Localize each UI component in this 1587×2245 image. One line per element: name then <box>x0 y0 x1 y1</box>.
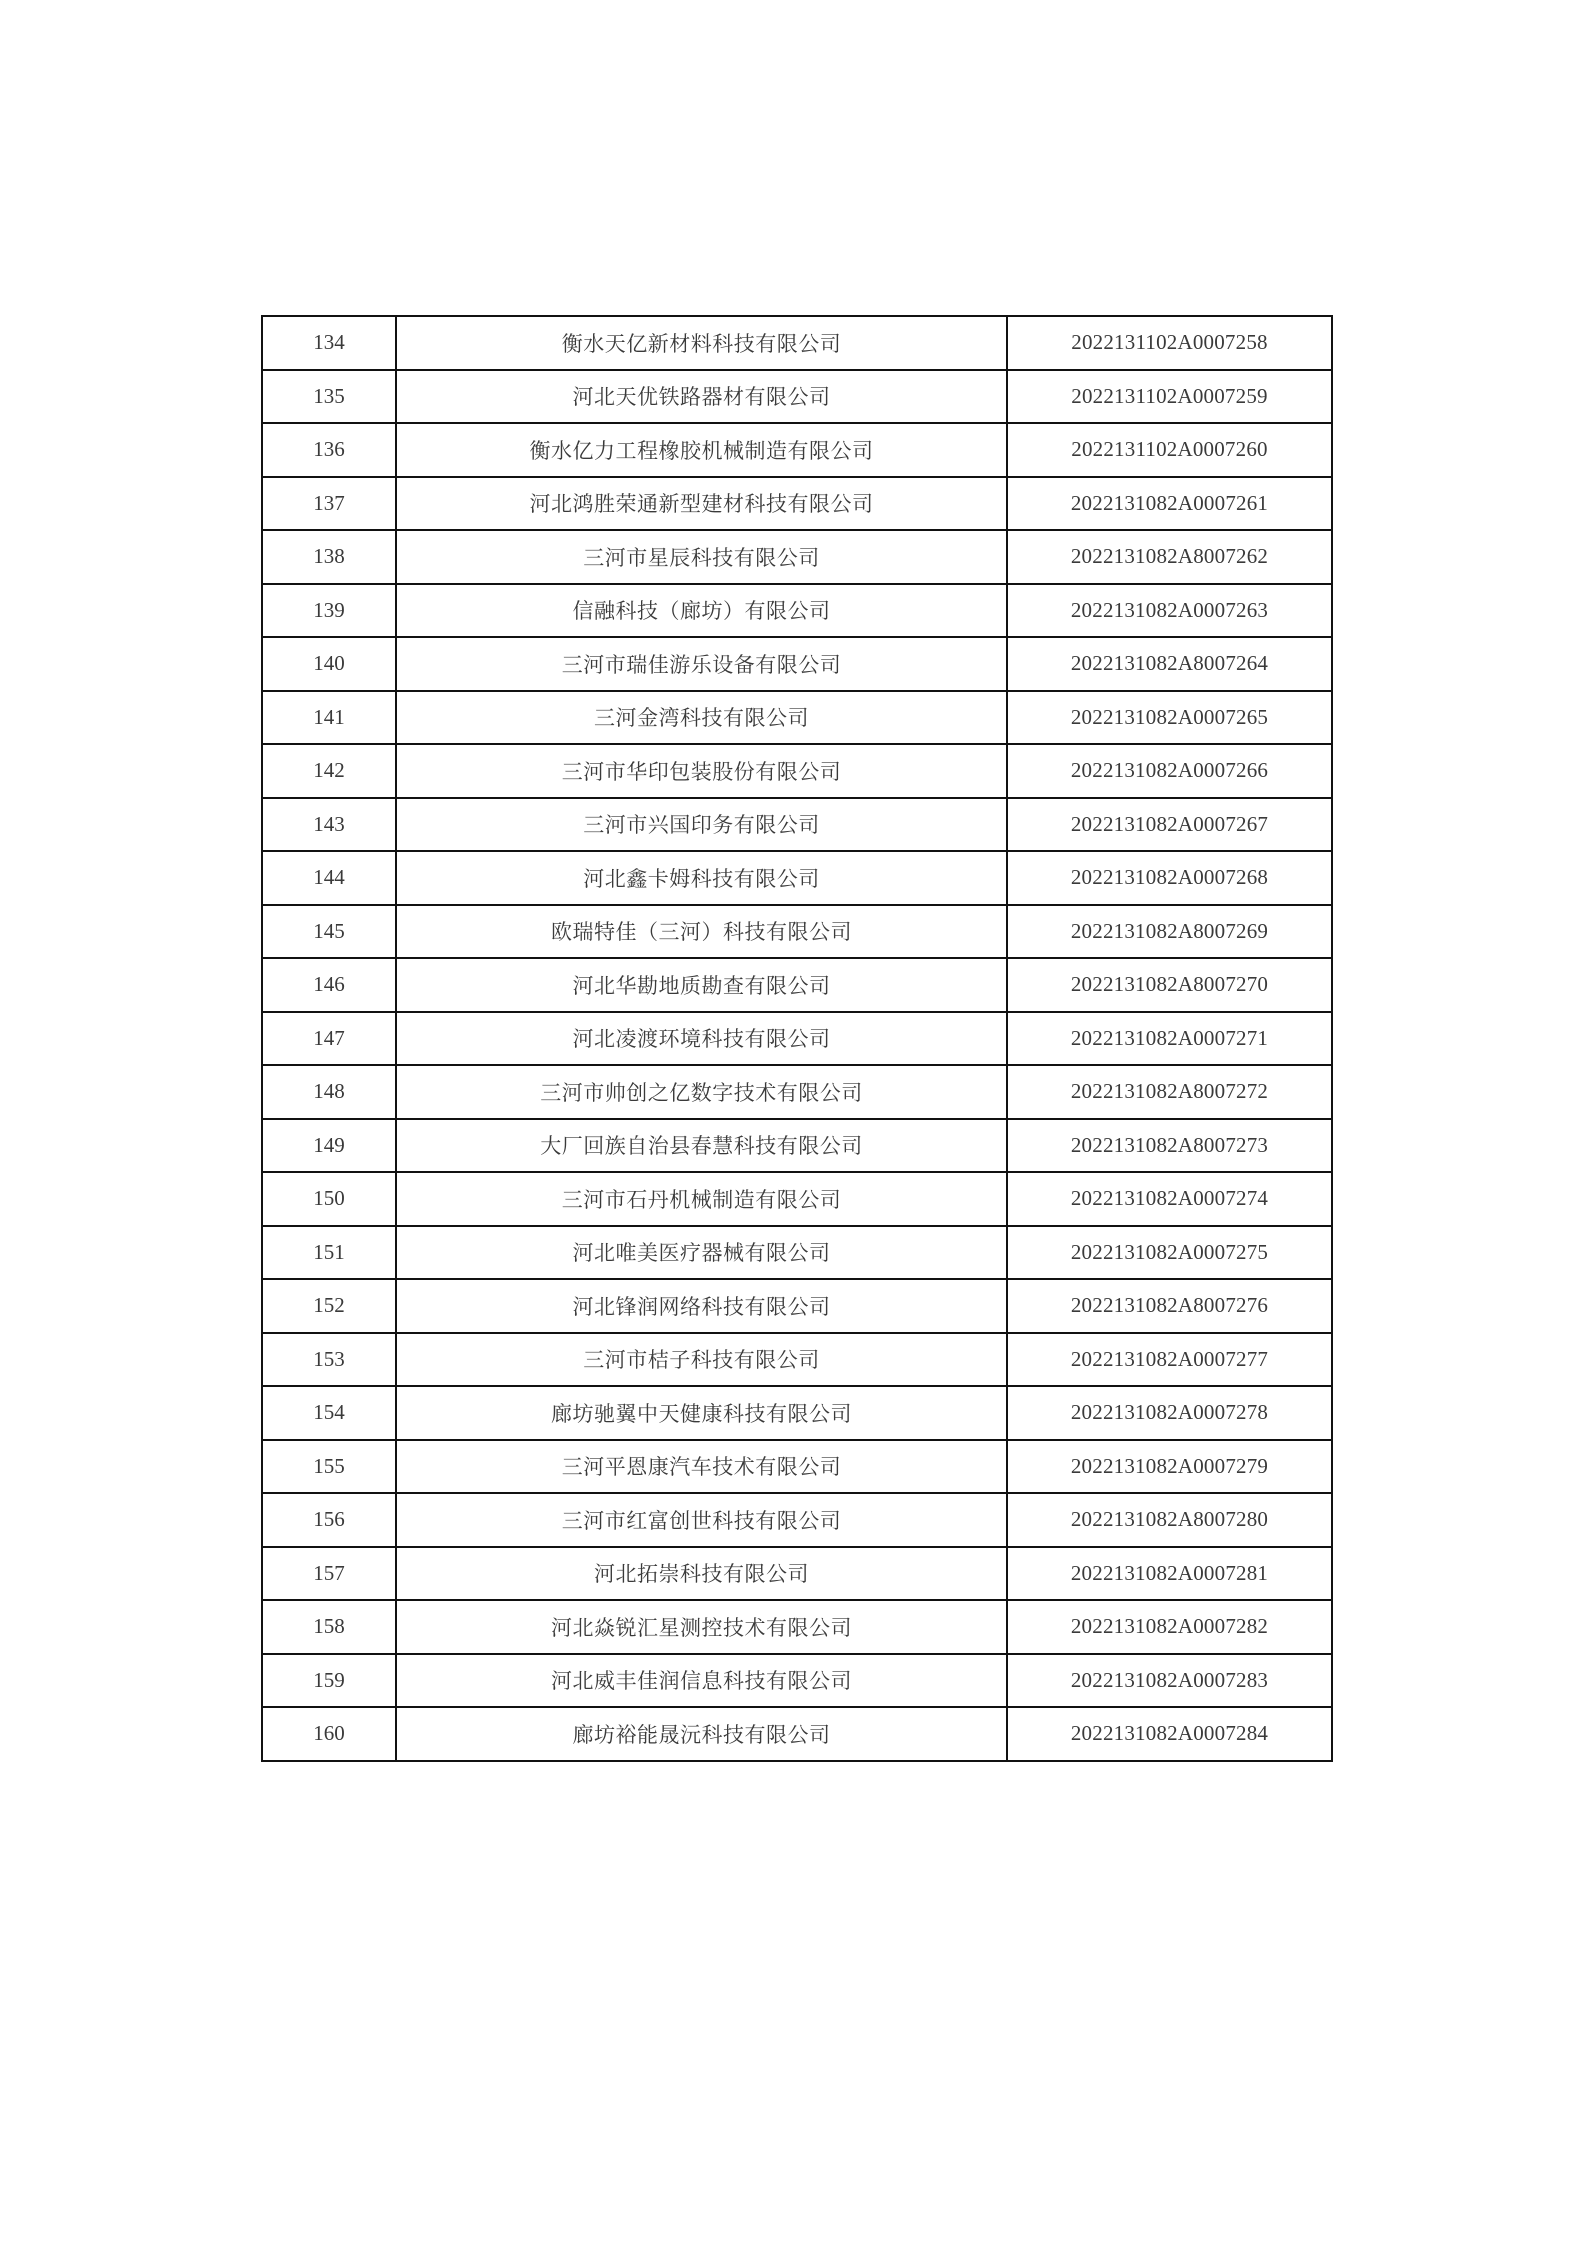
registration-code: 2022131082A0007282 <box>1007 1600 1332 1654</box>
registration-code: 2022131082A0007271 <box>1007 1012 1332 1066</box>
row-number: 147 <box>262 1012 396 1066</box>
row-number: 143 <box>262 798 396 852</box>
table-row <box>262 1600 1332 1654</box>
company-name: 廊坊裕能晟沅科技有限公司 <box>396 1707 1007 1761</box>
table-row <box>262 1440 1332 1494</box>
registration-code: 2022131102A0007260 <box>1007 423 1332 477</box>
table-row <box>262 1547 1332 1601</box>
row-number: 136 <box>262 423 396 477</box>
row-number: 156 <box>262 1493 396 1547</box>
company-name: 三河市华印包装股份有限公司 <box>396 744 1007 798</box>
registration-code: 2022131082A8007273 <box>1007 1119 1332 1173</box>
company-name: 河北凌渡环境科技有限公司 <box>396 1012 1007 1066</box>
table-row <box>262 1012 1332 1066</box>
row-number: 144 <box>262 851 396 905</box>
table-row <box>262 1172 1332 1226</box>
table-row <box>262 477 1332 531</box>
registration-code: 2022131082A0007281 <box>1007 1547 1332 1601</box>
table-row <box>262 958 1332 1012</box>
table-row <box>262 744 1332 798</box>
company-name: 三河市桔子科技有限公司 <box>396 1333 1007 1387</box>
table-row <box>262 905 1332 959</box>
company-name: 廊坊驰翼中天健康科技有限公司 <box>396 1386 1007 1440</box>
table-row <box>262 584 1332 638</box>
registration-code: 2022131082A8007276 <box>1007 1279 1332 1333</box>
company-name: 欧瑞特佳（三河）科技有限公司 <box>396 905 1007 959</box>
row-number: 146 <box>262 958 396 1012</box>
company-name: 三河市兴国印务有限公司 <box>396 798 1007 852</box>
table-row <box>262 637 1332 691</box>
row-number: 139 <box>262 584 396 638</box>
row-number: 153 <box>262 1333 396 1387</box>
table-row <box>262 1333 1332 1387</box>
table-row <box>262 1493 1332 1547</box>
registration-code: 2022131082A0007284 <box>1007 1707 1332 1761</box>
table-row <box>262 691 1332 745</box>
registration-code: 2022131102A0007259 <box>1007 370 1332 424</box>
registration-code: 2022131082A0007277 <box>1007 1333 1332 1387</box>
registration-code: 2022131082A8007264 <box>1007 637 1332 691</box>
row-number: 134 <box>262 316 396 370</box>
table-row <box>262 530 1332 584</box>
company-name: 河北天优铁路器材有限公司 <box>396 370 1007 424</box>
company-name: 河北鸿胜荣通新型建材科技有限公司 <box>396 477 1007 531</box>
table-row <box>262 1065 1332 1119</box>
row-number: 150 <box>262 1172 396 1226</box>
company-name: 衡水亿力工程橡胶机械制造有限公司 <box>396 423 1007 477</box>
registration-code: 2022131082A0007263 <box>1007 584 1332 638</box>
company-name: 衡水天亿新材料科技有限公司 <box>396 316 1007 370</box>
registration-code: 2022131082A8007262 <box>1007 530 1332 584</box>
row-number: 140 <box>262 637 396 691</box>
registration-code: 2022131082A0007283 <box>1007 1654 1332 1708</box>
row-number: 159 <box>262 1654 396 1708</box>
company-name: 信融科技（廊坊）有限公司 <box>396 584 1007 638</box>
row-number: 160 <box>262 1707 396 1761</box>
company-name: 河北焱锐汇星测控技术有限公司 <box>396 1600 1007 1654</box>
company-name: 三河市瑞佳游乐设备有限公司 <box>396 637 1007 691</box>
registration-code: 2022131082A0007267 <box>1007 798 1332 852</box>
table-row <box>262 1707 1332 1761</box>
table-row <box>262 798 1332 852</box>
table-row <box>262 423 1332 477</box>
table-row <box>262 1386 1332 1440</box>
row-number: 158 <box>262 1600 396 1654</box>
registration-code: 2022131082A0007274 <box>1007 1172 1332 1226</box>
row-number: 152 <box>262 1279 396 1333</box>
registration-code: 2022131082A8007270 <box>1007 958 1332 1012</box>
registration-code: 2022131082A0007268 <box>1007 851 1332 905</box>
company-name: 河北华勘地质勘查有限公司 <box>396 958 1007 1012</box>
company-registry-table <box>261 315 1333 1762</box>
registration-code: 2022131082A0007266 <box>1007 744 1332 798</box>
company-name: 三河市帅创之亿数字技术有限公司 <box>396 1065 1007 1119</box>
company-name: 三河金湾科技有限公司 <box>396 691 1007 745</box>
company-name: 河北锋润网络科技有限公司 <box>396 1279 1007 1333</box>
company-name: 三河市石丹机械制造有限公司 <box>396 1172 1007 1226</box>
row-number: 135 <box>262 370 396 424</box>
company-name: 河北鑫卡姆科技有限公司 <box>396 851 1007 905</box>
table-row <box>262 1654 1332 1708</box>
company-name: 河北拓崇科技有限公司 <box>396 1547 1007 1601</box>
row-number: 137 <box>262 477 396 531</box>
registration-code: 2022131082A0007275 <box>1007 1226 1332 1280</box>
row-number: 141 <box>262 691 396 745</box>
table-row <box>262 1119 1332 1173</box>
registration-code: 2022131082A0007279 <box>1007 1440 1332 1494</box>
table-row <box>262 851 1332 905</box>
table-body <box>262 316 1332 1761</box>
company-name: 河北唯美医疗器械有限公司 <box>396 1226 1007 1280</box>
row-number: 154 <box>262 1386 396 1440</box>
registration-code: 2022131082A0007278 <box>1007 1386 1332 1440</box>
row-number: 149 <box>262 1119 396 1173</box>
registration-code: 2022131082A8007269 <box>1007 905 1332 959</box>
registration-code: 2022131082A0007261 <box>1007 477 1332 531</box>
company-name: 河北威丰佳润信息科技有限公司 <box>396 1654 1007 1708</box>
registration-code: 2022131082A0007265 <box>1007 691 1332 745</box>
row-number: 148 <box>262 1065 396 1119</box>
company-name: 三河市红富创世科技有限公司 <box>396 1493 1007 1547</box>
registration-code: 2022131082A8007272 <box>1007 1065 1332 1119</box>
registration-code: 2022131082A8007280 <box>1007 1493 1332 1547</box>
company-name: 三河市星辰科技有限公司 <box>396 530 1007 584</box>
table-row <box>262 370 1332 424</box>
row-number: 145 <box>262 905 396 959</box>
company-name: 三河平恩康汽车技术有限公司 <box>396 1440 1007 1494</box>
row-number: 157 <box>262 1547 396 1601</box>
row-number: 138 <box>262 530 396 584</box>
row-number: 142 <box>262 744 396 798</box>
registration-code: 2022131102A0007258 <box>1007 316 1332 370</box>
table-row <box>262 1226 1332 1280</box>
table-row <box>262 1279 1332 1333</box>
row-number: 151 <box>262 1226 396 1280</box>
row-number: 155 <box>262 1440 396 1494</box>
company-name: 大厂回族自治县春慧科技有限公司 <box>396 1119 1007 1173</box>
table-row <box>262 316 1332 370</box>
